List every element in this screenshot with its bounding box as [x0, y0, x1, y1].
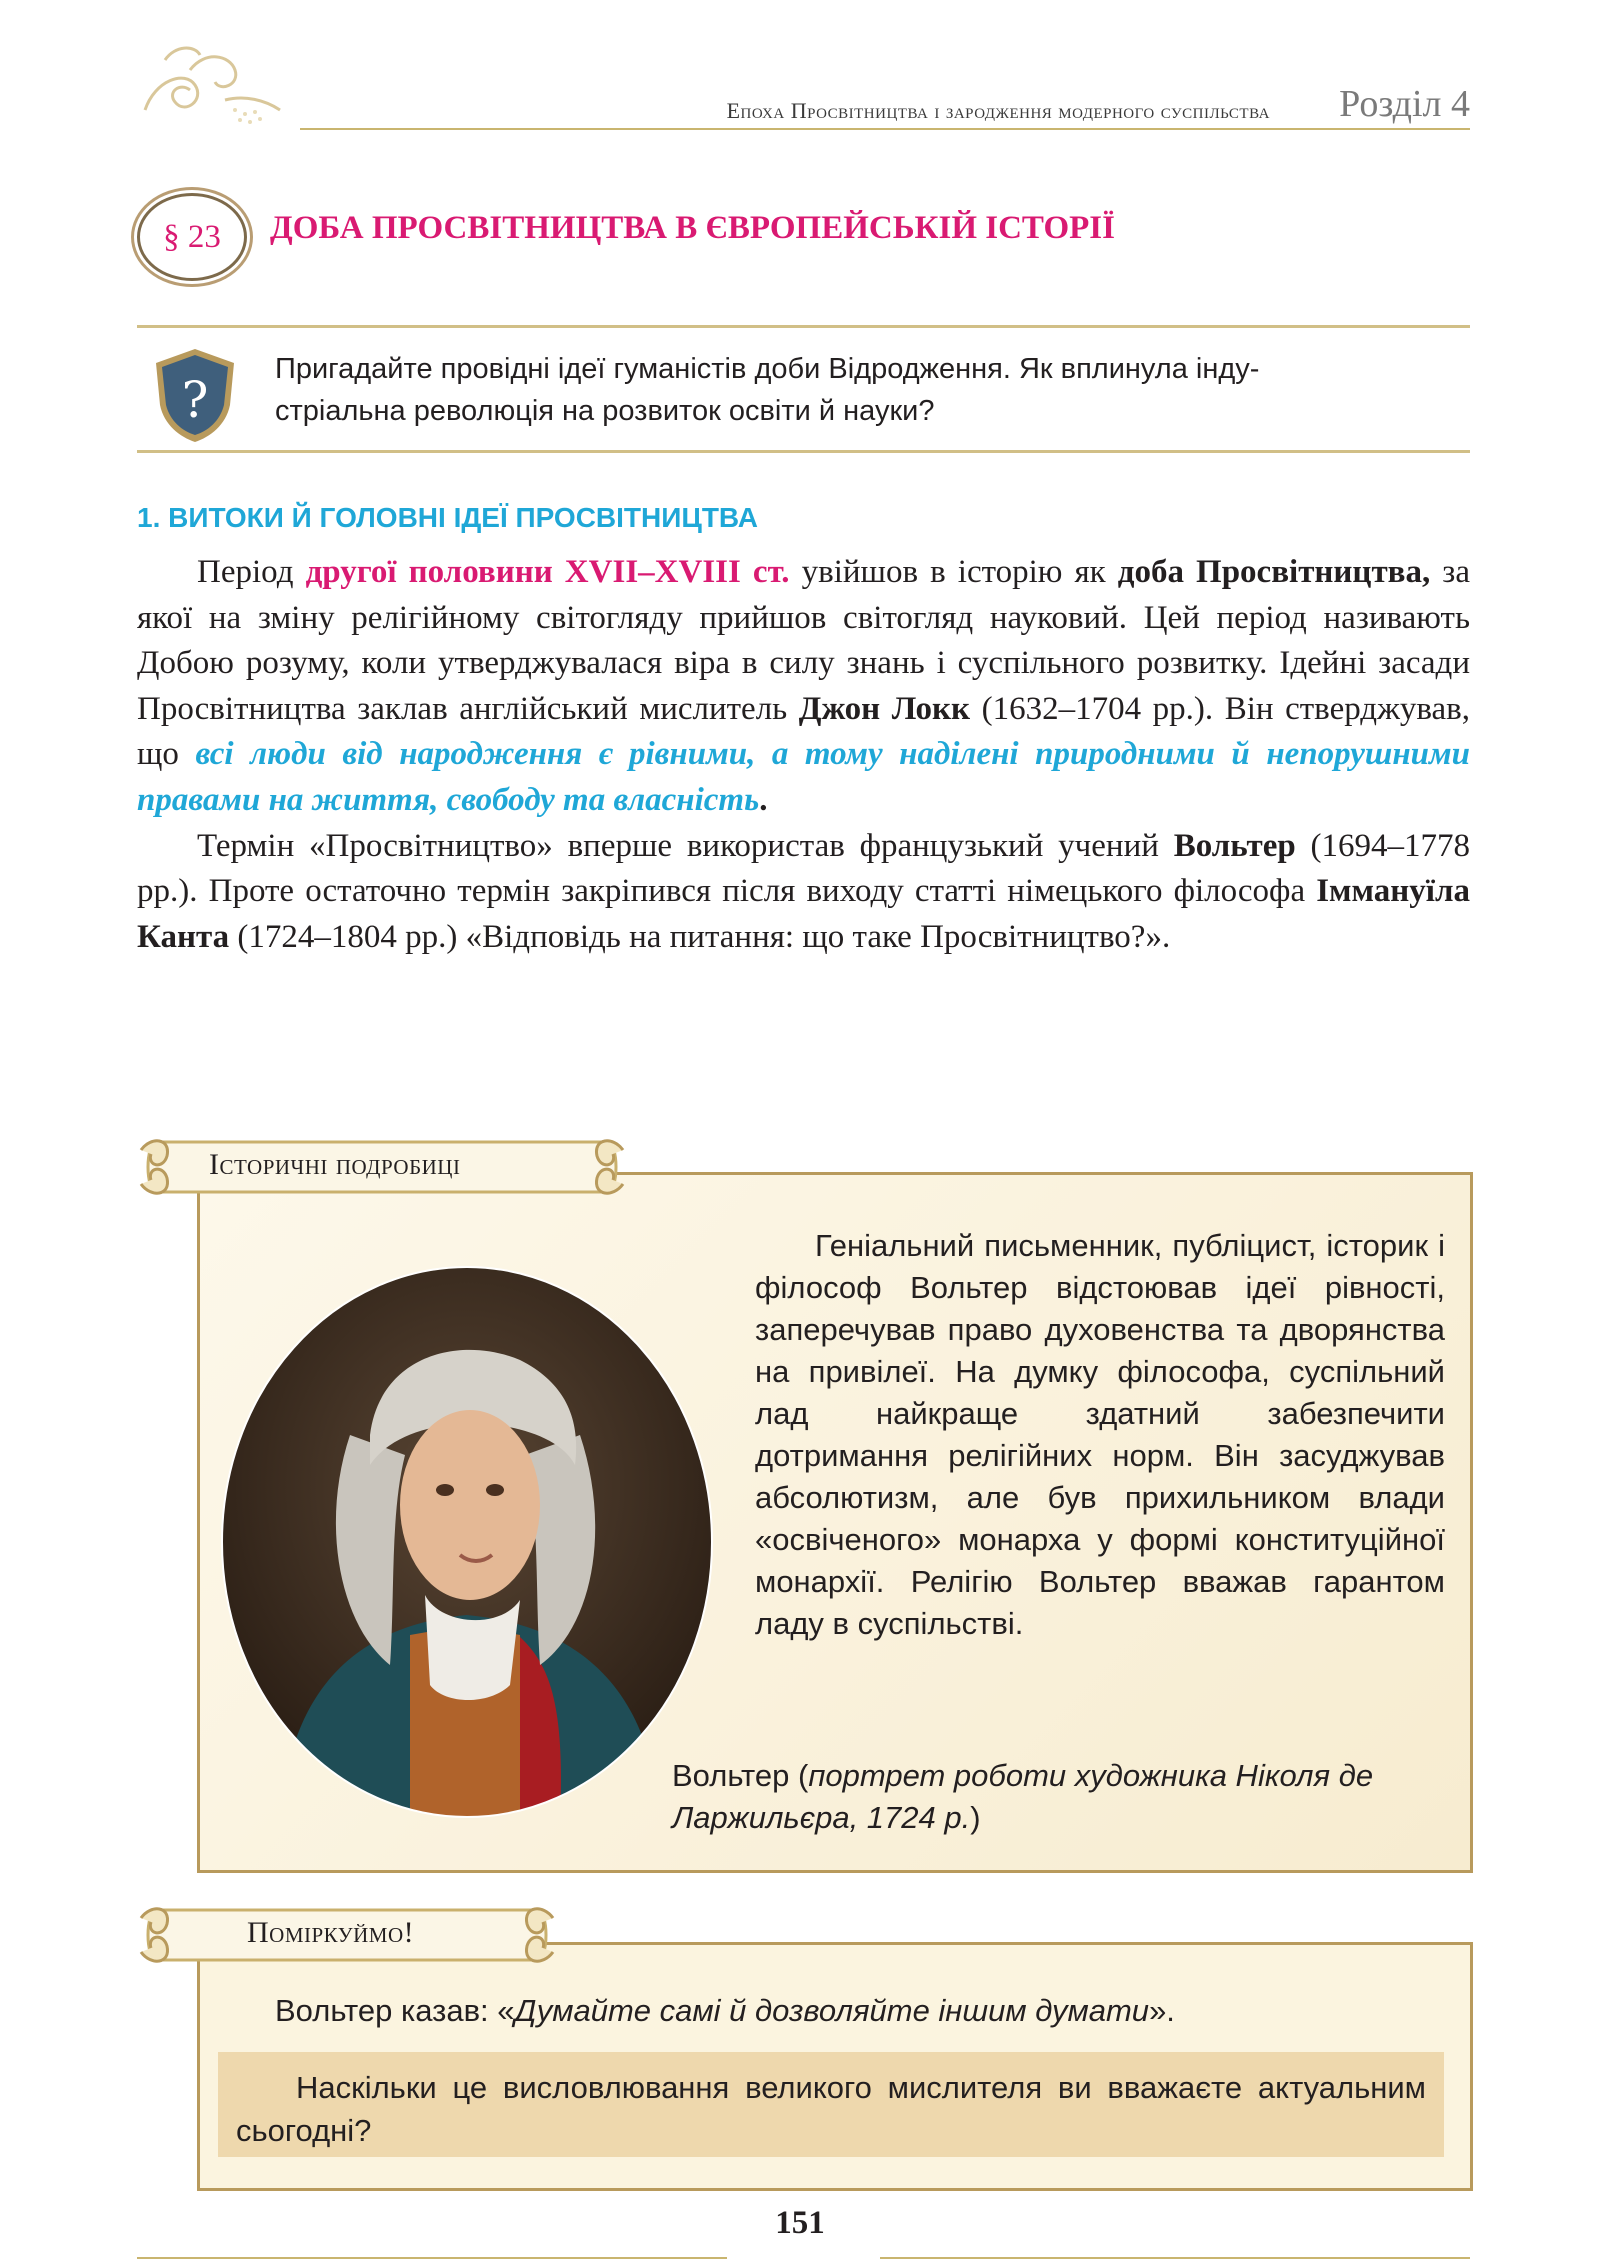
- text-run: (1724–1804 рр.) «Відповідь на питання: що таке Просвітництво?».: [229, 918, 1171, 955]
- page-header: [290, 82, 1470, 130]
- question-text: [275, 348, 1465, 432]
- highlight-period: другої половини XVII–XVIII ст.: [305, 554, 790, 590]
- text-run: Термін «Просвітництво» вперше використав французький учений: [197, 827, 1174, 864]
- portrait-caption: [672, 1755, 1432, 1839]
- voltaire-description: [755, 1225, 1445, 1645]
- main-text: [137, 550, 1470, 960]
- section-title: 1. ВИТОКИ Й ГОЛОВНІ ІДЕЇ ПРОСВІТНИЦТВА: [137, 502, 758, 533]
- paragraph-1: [137, 550, 1470, 824]
- text-run: (1694–1778 рр.). Проте остаточно термін закріпився після виходу статті німецького філософа: [137, 827, 1470, 910]
- think-label: [137, 1898, 557, 1972]
- epoch-title: Епоха Просвітництва і зародження модерного суспільства: [726, 98, 1270, 123]
- quote-suffix: ».: [1149, 1993, 1175, 2028]
- page-title: ДОБА ПРОСВІТНИЦТВА В ЄВРОПЕЙСЬКІЙ ІСТОРІЇ: [270, 210, 1115, 246]
- footer-divider-right: [880, 2257, 1470, 2259]
- question-line-2: стріальна революція на розвиток освіти й науки?: [275, 395, 935, 427]
- think-question-box: [218, 2052, 1444, 2157]
- voltaire-portrait: [220, 1265, 715, 1820]
- question-bottom-divider: [137, 450, 1470, 453]
- paragraph-number-badge: [137, 193, 247, 281]
- think-question: Наскільки це висловлювання великого мислителя ви вважаєте актуальним сьогодні?: [236, 2070, 1426, 2148]
- think-title: Поміркуймо!: [247, 1916, 415, 1949]
- voltaire-quote: [275, 1993, 1175, 2029]
- text-run: Період: [197, 554, 306, 590]
- name-voltaire: Вольтер: [1173, 827, 1296, 864]
- name-kant: Іммануїла Канта: [137, 873, 1470, 955]
- term-enlightenment: доба Просвітництва,: [1117, 554, 1431, 590]
- name-locke: Джон Локк: [798, 690, 970, 727]
- corner-ornament-icon: [135, 40, 285, 135]
- text-run: .: [759, 781, 768, 818]
- quote-italic: Думайте самі й дозволяйте іншим думати: [514, 1993, 1150, 2028]
- question-shield-icon: [150, 345, 240, 445]
- caption-end: ): [970, 1800, 981, 1835]
- caption-name: Вольтер (: [672, 1758, 809, 1793]
- header-divider: [300, 128, 1470, 130]
- page-number: 151: [775, 2205, 825, 2241]
- quote-prefix: Вольтер казав: «: [275, 1993, 515, 2028]
- text-run: за якої на зміну релігійному світогляду прийшов світогляд науковий. Цей період називають Добою розуму, коли утверджувалася віра в силу знань і суспільного розвитку. Ідейні засади Просвітництва заклав англійський мислитель: [137, 554, 1470, 727]
- paragraph-number: § 23: [163, 219, 221, 255]
- section-label: Розділ 4: [1339, 83, 1470, 125]
- historical-details-label: [137, 1130, 627, 1204]
- text-run: увійшов в історію як: [789, 554, 1118, 590]
- historical-details-title: Історичні подробиці: [209, 1148, 461, 1181]
- text-run: (1632–1704 рр.). Він стверджував, що: [137, 690, 1471, 773]
- question-line-1: Пригадайте провідні ідеї гуманістів доби Відродження. Як вплинула інду-: [275, 353, 1260, 385]
- svg-text:?: ?: [181, 371, 209, 429]
- locke-quote: всі люди від народження є рівними, а тому наділені природними й непорушними правами на життя, свободу та власність: [137, 736, 1470, 818]
- paragraph-2: [137, 824, 1470, 961]
- caption-italic: портрет роботи художника Ніколя де Ларжильєра, 1724 р.: [672, 1758, 1374, 1835]
- voltaire-description-text: Геніальний письменник, публіцист, історик і філософ Вольтер відстоював ідеї рівності, заперечував право духовенства та дворянства на привілеї. На думку філософа, суспільний лад найкраще здатний забезпечити дотримання релігійних норм. Він засуджував абсолютизм, але був прихильником влади «освіченого» монарха у формі конституційної монархії. Релігію Вольтер вважав гарантом ладу в суспільстві.: [755, 1228, 1445, 1641]
- footer-divider-left: [137, 2257, 727, 2259]
- question-top-divider: [137, 325, 1470, 328]
